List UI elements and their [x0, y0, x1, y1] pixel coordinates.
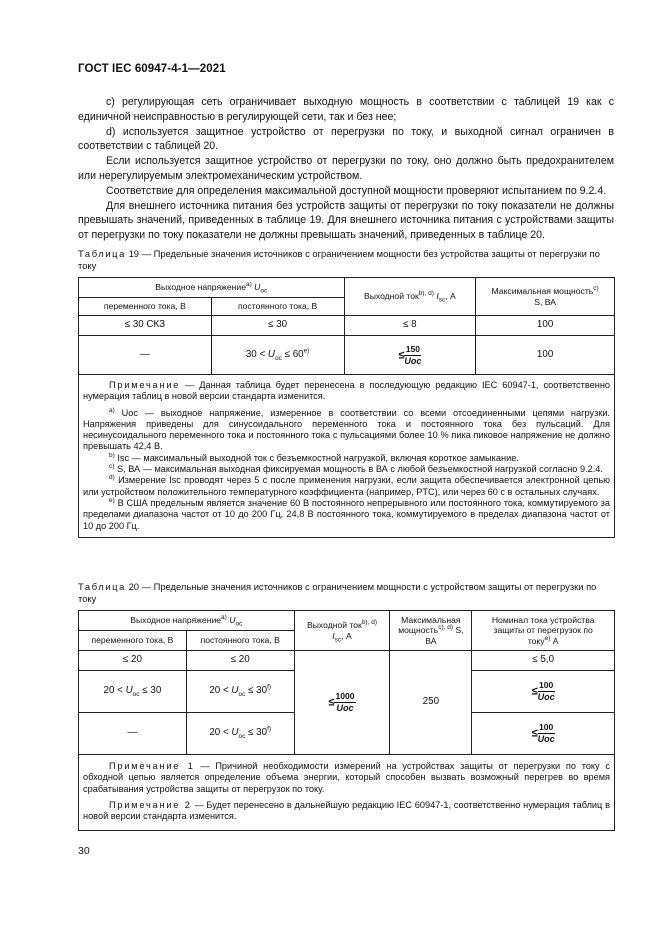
t19-r1-current: ≤ 8: [344, 316, 476, 336]
t19-r1-power: 100: [476, 316, 615, 336]
t19-header-voltage: Выходное напряжение$^{a)}$ $U_{oc}$: [79, 278, 345, 298]
paragraph-compliance: Соответствие для определения максимальной доступной мощности проверяют испытанием по 9.2.4.: [106, 184, 607, 197]
t20-r2-ac: $20 < U_{oc} \le 30$: [79, 671, 187, 713]
t19-footnote-a: Uoc — выходное напряжение, измеренное в соответствии со всеми отсоединенными цепями нагрузки. Напряжения приведены для синусоидального переменного тока и постоянного тока без пульсаций. Для несинусоидального переменного тока и постоянного тока с пульсациями более 10 % пика пиковое напряжение не должно превышать 42,4 В.: [83, 407, 610, 452]
t20-header-voltage: Выходное напряжение$^{a)}$ $U_{oc}$: [79, 611, 295, 631]
t20-r1-dc: ≤ 20: [186, 651, 294, 671]
t20-header-ac: переменного тока, В: [79, 631, 187, 651]
t19-r2-current: ≤ $\frac{150}{\text{Uoc}}$: [344, 336, 476, 375]
t20-r2-dc: $20 < U_{oc} \le 30^{f)}$: [186, 671, 294, 713]
t19-header-power: Максимальная мощность$^{c)}$ S, ВА: [476, 278, 615, 316]
t20-note2-text: — Будет перенесено в дальнейшую редакцию IEC 60947-1, соответственно нумерация таблиц в новой версии стандарта изменится.: [83, 799, 610, 822]
t19-footnote-b: Isc — максимальный выходной ток с безъемкостной нагрузкой, включая короткое замыкание.: [117, 452, 519, 463]
t20-r3-dc: $20 < U_{oc} \le 30^{f)}$: [186, 713, 294, 755]
t20-note2-label: Примечание 2: [109, 799, 192, 810]
t19-header-current: Выходной ток$^{b), d)}$ $I_{sc}$, А: [344, 278, 476, 316]
table20-caption: [78, 581, 614, 605]
t19-note-text: — Данная таблица будет перенесена в последующую редакцию IEC 60947-1, соответственно нумерация таблиц в новой версии стандарта изменится.: [83, 380, 610, 402]
paragraph-c: c) регулирующая сеть ограничивает выходную мощность в соответствии с таблицей 19 как с единичной неисправностью в регулирующей сети, так и без нее;: [78, 96, 614, 123]
t20-r1-ac: ≤ 20: [79, 651, 187, 671]
page-number: 30: [78, 845, 90, 857]
t19-note-label: Примечание: [109, 380, 181, 390]
t20-r1-rating: ≤ 5,0: [472, 651, 615, 671]
table-19: [78, 277, 615, 538]
t20-current-fraction: $\frac{1000}{\text{Uoc}}$: [335, 691, 355, 713]
t20-note1-text: — Причиной необходимости измерений на устройствах защиты от перегрузки по току с обходной цепью является определение объема энергии, который способен вызвать возможный перегрев во время срабатывания устройства защиты от перегрузок по току.: [83, 761, 610, 794]
t19-r2-power: 100: [476, 336, 615, 375]
t19-r2-ac: —: [79, 336, 212, 375]
t20-r3-rating: ≤ $\frac{100}{\text{Uoc}}$: [472, 713, 615, 755]
table19-caption: [78, 248, 614, 272]
t19-r1-ac: ≤ 30 СКЗ: [79, 316, 212, 336]
t20-r2-rating: ≤ $\frac{100}{\text{Uoc}}$: [472, 671, 615, 713]
t19-header-ac: переменного тока, В: [79, 298, 212, 316]
paragraph-d: d) используется защитное устройство от перегрузки по току, и выходной сигнал ограничен в соответствии с таблицей 20.: [78, 125, 614, 153]
t20-note1-label: Примечание 1: [109, 761, 195, 771]
paragraph-external: Для внешнего источника питания без устройств защиты от перегрузки по току показатели не должны превышать значений, приведенных в таблице 19. Для внешнего источника питания с устройствами защиты от перегрузки по току показатели не должны превышать значений, приведенных в таблице 20.: [78, 199, 614, 242]
t19-r2-fraction: $\frac{150}{\text{Uoc}}$: [404, 343, 422, 366]
document-header: ГОСТ IEC 60947-4-1—2021: [78, 63, 226, 75]
body-text: [78, 95, 614, 243]
paragraph-fuse: Если используется защитное устройство от перегрузки по току, оно должно быть предохранителем или нерегулируемым электромеханическим устройством.: [78, 155, 614, 182]
t19-header-dc: постоянного тока, В: [211, 298, 344, 316]
t20-r3-ac: —: [79, 713, 187, 755]
t20-r3-rating-fraction: $\frac{100}{\text{Uoc}}$: [537, 722, 555, 744]
t20-notes: [79, 755, 615, 831]
t20-power: 250: [390, 651, 472, 755]
table-20: [78, 610, 615, 831]
t20-header-rating: Номинал тока устройства защиты от перегрузок по току$^{e)}$ А: [472, 611, 615, 651]
t19-notes: Примечание — Данная таблица будет перенесена в последующую редакцию IEC 60947-1, соответственно нумерация таблиц в новой версии стандарта изменится. $^{a)}$ Uoc — выходное напряжение, измеренное в соответствии со всеми отсоединенными цепями нагрузки. Напряжения приведены для синусоидального переменного тока и постоянного тока без пульсаций. Для несинусоидального переменного тока и постоянного тока с пульсациями более 10 % пика пиковое напряжение не должно превышать 42,4 В. $^{b)}$ Isc — максимальный выходной ток с безъемкостной нагрузкой, включая короткое замыкание. $^{c)}$ S, ВА — максимальная выходная фиксируемая мощность в ВА с любой безъемкостной нагрузкой согласно 9.2.4. $^{d)}$ Измерение Isc проводят через 5 с после применения нагрузки, если защита обеспечивается электронной цепью или устройством положительного температурного коэффициента (например, PTC), или через 60 с в остальных случаях. $^{e)}$ В США предельным является значение 60 В постоянного непрерывного или постоянного тока, коммутируемого за пределами диапазона частот от 10 до 200 Гц, 24,8 В постоянного тока, коммутируемого в пределах диапазона частот от 10 до 200 Гц.: [79, 375, 615, 538]
t20-r2-rating-fraction: $\frac{100}{\text{Uoc}}$: [537, 680, 555, 702]
t19-footnote-d: Измерение Isc проводят через 5 с после применения нагрузки, если защита обеспечивается электронной цепью или устройством положительного температурного коэффициента (например, PTC), или через 60 с в остальных случаях.: [83, 475, 611, 497]
t19-footnote-c: S, ВА — максимальная выходная фиксируемая мощность в ВА с любой безъемкостной нагрузкой согласно 9.2.4.: [116, 464, 603, 475]
t19-r2-dc: $30 < U_{oc} \le 60^{e)}$: [211, 336, 344, 375]
t19-footnote-e: В США предельным является значение 60 В постоянного непрерывного или постоянного тока, коммутируемого за пределами диапазона частот от 10 до 200 Гц, 24,8 В постоянного тока, коммутируемого в пределах диапазона частот от 10 до 200 Гц.: [83, 497, 610, 531]
table19-caption-text: 19 — Предельные значения источников с ограничением мощности без устройства защиты от перегрузки по току: [78, 248, 600, 272]
t20-header-power: Максимальная мощность$^{c), d)}$ S, ВА: [390, 611, 472, 651]
table19-caption-label: Таблица: [78, 248, 126, 259]
t20-header-current: Выходной ток$^{b), d)}$ $I_{sc}$, А: [294, 611, 390, 651]
t20-current: ≤ $\frac{1000}{\text{Uoc}}$: [294, 651, 390, 755]
table20-caption-text: 20 — Предельные значения источников с ограничением мощности с устройством защиты от перегрузки по току: [78, 581, 597, 605]
t20-header-dc: постоянного тока, В: [186, 631, 294, 651]
t19-r1-dc: ≤ 30: [211, 316, 344, 336]
table20-caption-label: Таблица: [78, 581, 126, 592]
